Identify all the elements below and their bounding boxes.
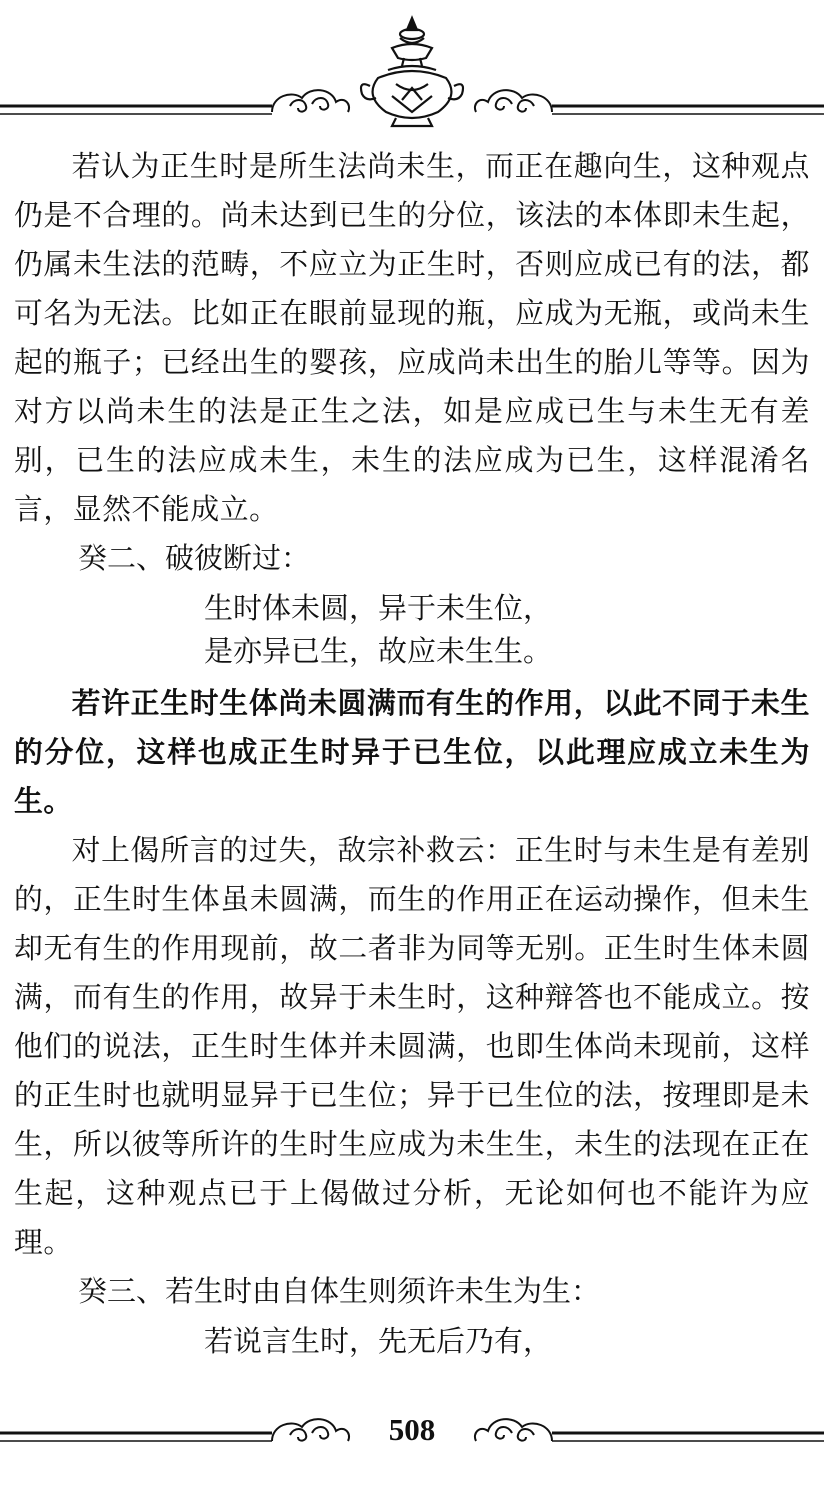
paragraph: 对上偈所言的过失，敌宗补救云：正生时与未生是有差别的，正生时生体虽未圆满，而生的作用正在运动操作，但未生却无有生的作用现前，故二者非为同等无别。正生时生体未圆满，而有生的作用，故异于未生时，这种辩答也不能成立。按他们的说法，正生时生体并未圆满，也即生体尚未现前，这样的正生时也就明显异于已生位；异于已生位的法，按理即是未生，所以彼等所许的生时生应成为未生生，未生的法现在正在生起，这种观点已于上偈做过分析，无论如何也不能许为应理。 — [14, 833, 810, 1259]
verse-line: 生时体未圆，异于未生位， — [204, 591, 553, 625]
section-heading: 癸二、破彼断过： — [78, 541, 311, 575]
verse-line: 若说言生时，先无后乃有， — [204, 1324, 553, 1358]
header-ornament — [0, 0, 824, 135]
page-body — [14, 142, 810, 1369]
section-heading: 癸三、若生时由自体生则须许未生为生： — [78, 1274, 601, 1308]
verse-block — [14, 587, 810, 673]
treasure-vase-icon — [0, 0, 824, 135]
verse-block — [14, 1320, 810, 1363]
verse-line: 是亦异已生，故应未生生。 — [204, 634, 553, 668]
verse-explanation: 若许正生时生体尚未圆满而有生的作用，以此不同于未生的分位，这样也成正生时异于已生位，以此理应成立未生为生。 — [14, 686, 810, 818]
paragraph: 若认为正生时是所生法尚未生，而正在趣向生，这种观点仍是不合理的。尚未达到已生的分位，该法的本体即未生起，仍属未生法的范畴，不应立为正生时，否则应成已有的法，都可名为无法。比如正在眼前显现的瓶，应成为无瓶，或尚未生起的瓶子；已经出生的婴孩，应成尚未出生的胎儿等等。因为对方以尚未生的法是正生之法，如是应成已生与未生无有差别，已生的法应成未生，未生的法应成为已生，这样混淆名言，显然不能成立。 — [14, 149, 810, 526]
page-number: 508 — [388, 1412, 436, 1447]
